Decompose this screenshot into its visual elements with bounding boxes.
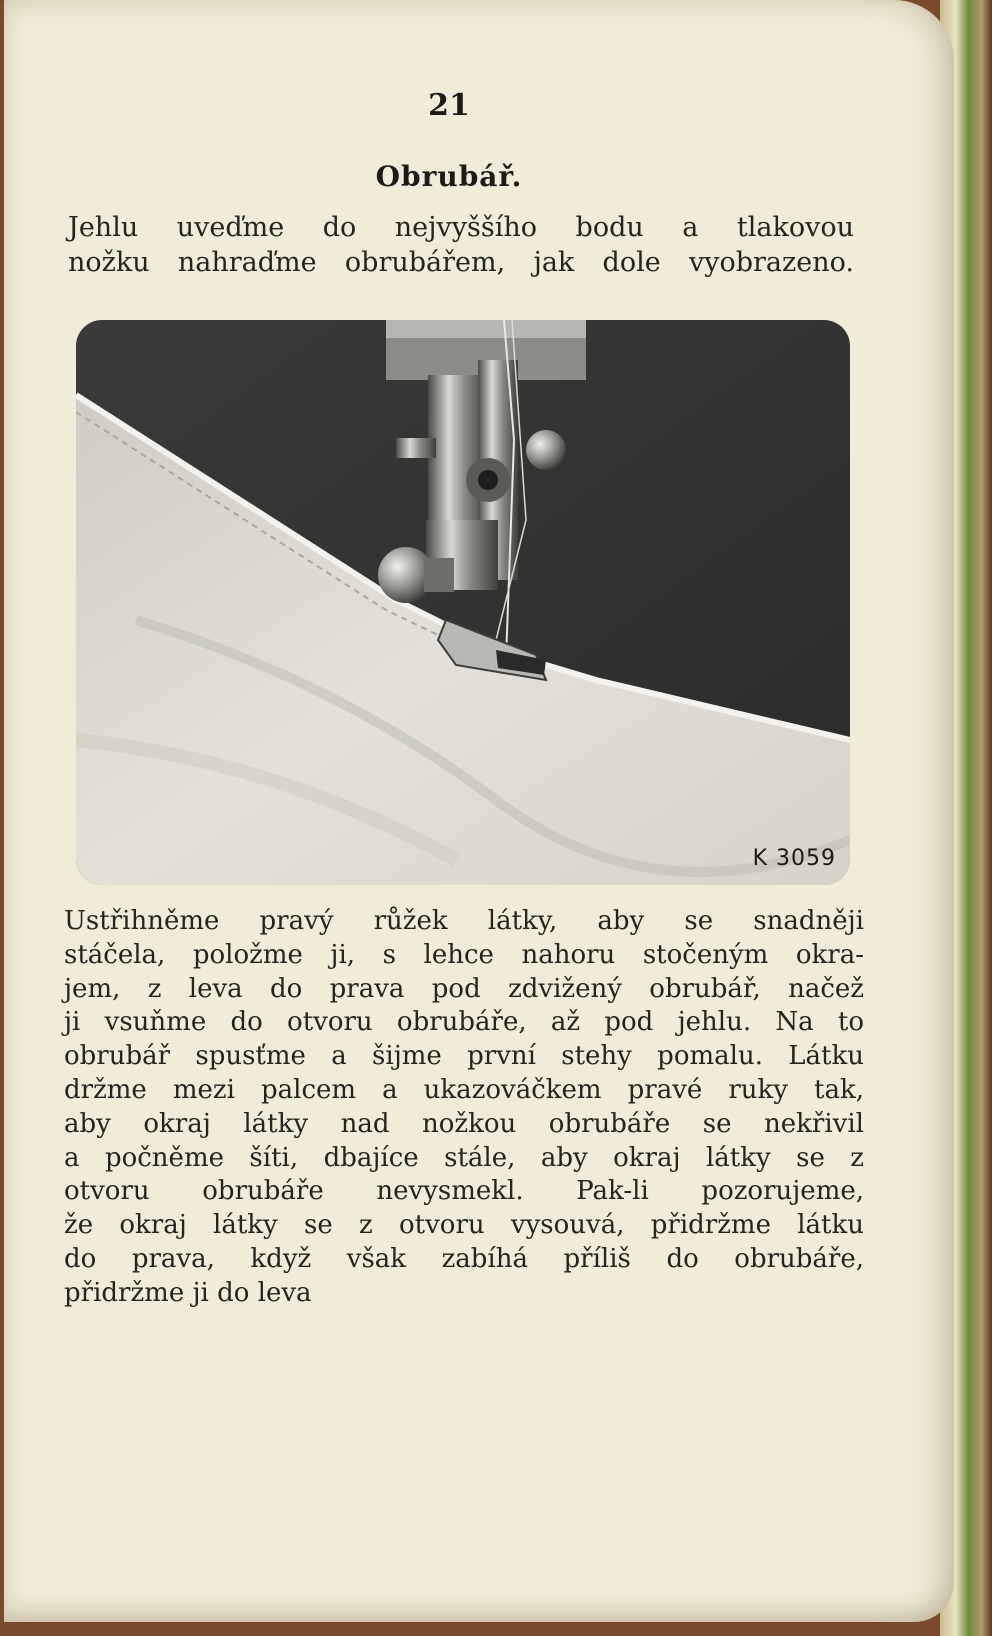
body-line: jem, z leva do prava pod zdvižený obrubář, načež [64,973,864,1004]
page-number: 21 [428,88,470,123]
section-title: Obrubář. [375,160,523,193]
intro-paragraph [68,210,854,280]
body-line: a počněme šíti, dbajíce stále, aby okraj látky se z [64,1142,864,1173]
book-page [4,0,954,1622]
body-line: že okraj látky se z otvoru vysouvá, přidržme látku [64,1210,864,1241]
body-line: stáčela, položme ji, s lehce nahoru stočeným okra- [64,939,864,970]
body-line: Ustřihněme pravý růžek látky, aby se snadněji [64,906,864,936]
body-line: do prava, když však zabíhá příliš do obrubáře, [64,1243,864,1274]
figure-label: K 3059 [752,846,836,871]
body-line: otvoru obrubáře nevysmekl. Pak-li pozorujeme, [64,1176,864,1207]
hemmer-foot-illustration [76,320,850,885]
body-line: přidržme ji do leva [64,1277,312,1308]
body-line: obrubář spusťme a šijme první stehy pomalu. Látku [64,1041,864,1072]
intro-line: nožku nahraďme obrubářem, jak dole vyobrazeno. [68,247,854,278]
instruction-paragraph [64,905,864,1311]
figure-photo [76,320,850,885]
body-line: ji vsuňme do otvoru obrubáře, až pod jehlu. Na to [64,1007,864,1038]
body-line: držme mezi palcem a ukazováčkem pravé ruky tak, [64,1074,864,1105]
intro-line: Jehlu uveďme do nejvyššího bodu a tlakovou [68,212,854,243]
body-line: aby okraj látky nad nožkou obrubáře se nekřivil [64,1108,864,1139]
